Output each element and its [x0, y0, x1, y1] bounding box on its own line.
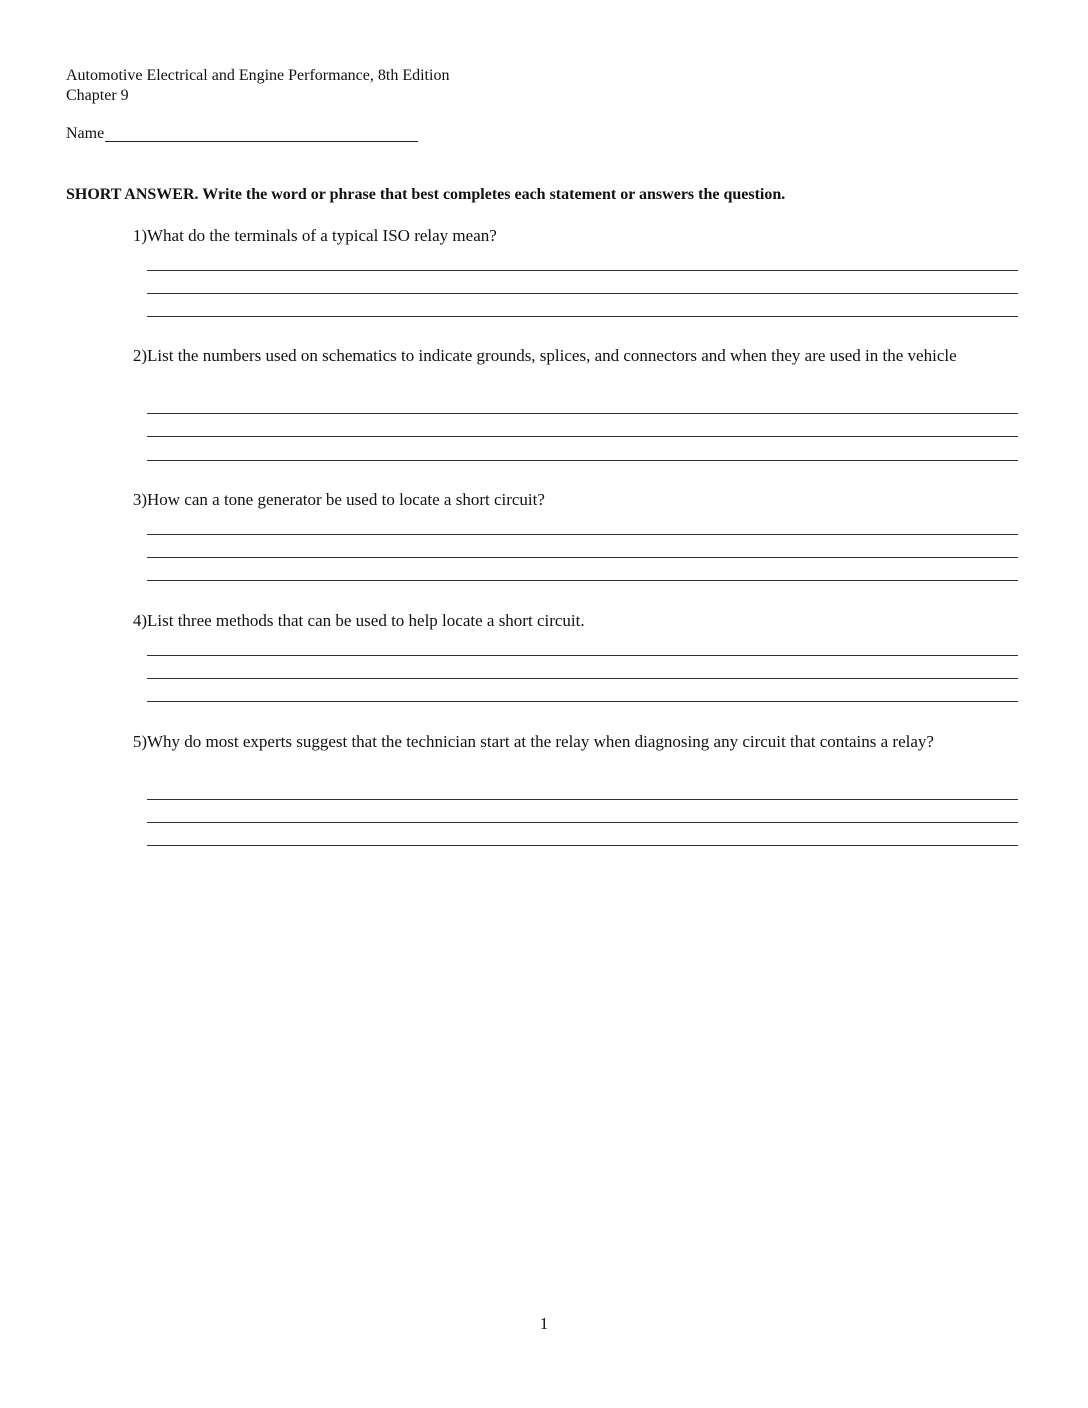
question-number: 1): [132, 226, 147, 245]
name-field-row: [66, 124, 418, 144]
book-title: Automotive Electrical and Engine Performance, 8th Edition: [66, 67, 450, 84]
answer-line[interactable]: [147, 293, 1018, 294]
question-4: [126, 609, 1020, 632]
answer-line[interactable]: [147, 316, 1018, 317]
name-input-line[interactable]: [105, 140, 418, 142]
question-2: [126, 344, 1020, 367]
question-number: 4): [132, 611, 147, 630]
answer-line[interactable]: [147, 822, 1018, 823]
answer-line[interactable]: [147, 678, 1018, 679]
chapter-label: Chapter 9: [66, 87, 129, 104]
question-text: List the numbers used on schematics to indicate grounds, splices, and connectors and when they are used in the vehicle: [147, 346, 957, 365]
answer-line[interactable]: [147, 799, 1018, 800]
question-text: What do the terminals of a typical ISO relay mean?: [147, 226, 497, 245]
answer-line[interactable]: [147, 701, 1018, 702]
question-text: List three methods that can be used to help locate a short circuit.: [147, 611, 585, 630]
question-number: 2): [132, 346, 147, 365]
question-text: How can a tone generator be used to locate a short circuit?: [147, 490, 545, 509]
answer-line[interactable]: [147, 460, 1018, 461]
answer-line[interactable]: [147, 534, 1018, 535]
page-number: 1: [539, 1314, 549, 1333]
name-label: Name: [66, 125, 105, 142]
answer-line[interactable]: [147, 413, 1018, 414]
question-number: 5): [132, 732, 147, 751]
answer-line[interactable]: [147, 436, 1018, 437]
document-header: [66, 66, 449, 106]
question-text: Why do most experts suggest that the technician start at the relay when diagnosing any circuit that contains a relay?: [147, 732, 934, 751]
question-5: [126, 730, 1020, 753]
question-3: [126, 488, 1020, 511]
section-instructions: SHORT ANSWER. Write the word or phrase that best completes each statement or answers the question.: [66, 186, 786, 203]
answer-line[interactable]: [147, 270, 1018, 271]
answer-line[interactable]: [147, 845, 1018, 846]
question-1: [126, 224, 1020, 247]
answer-line[interactable]: [147, 557, 1018, 558]
question-number: 3): [132, 490, 147, 509]
answer-line[interactable]: [147, 655, 1018, 656]
answer-line[interactable]: [147, 580, 1018, 581]
